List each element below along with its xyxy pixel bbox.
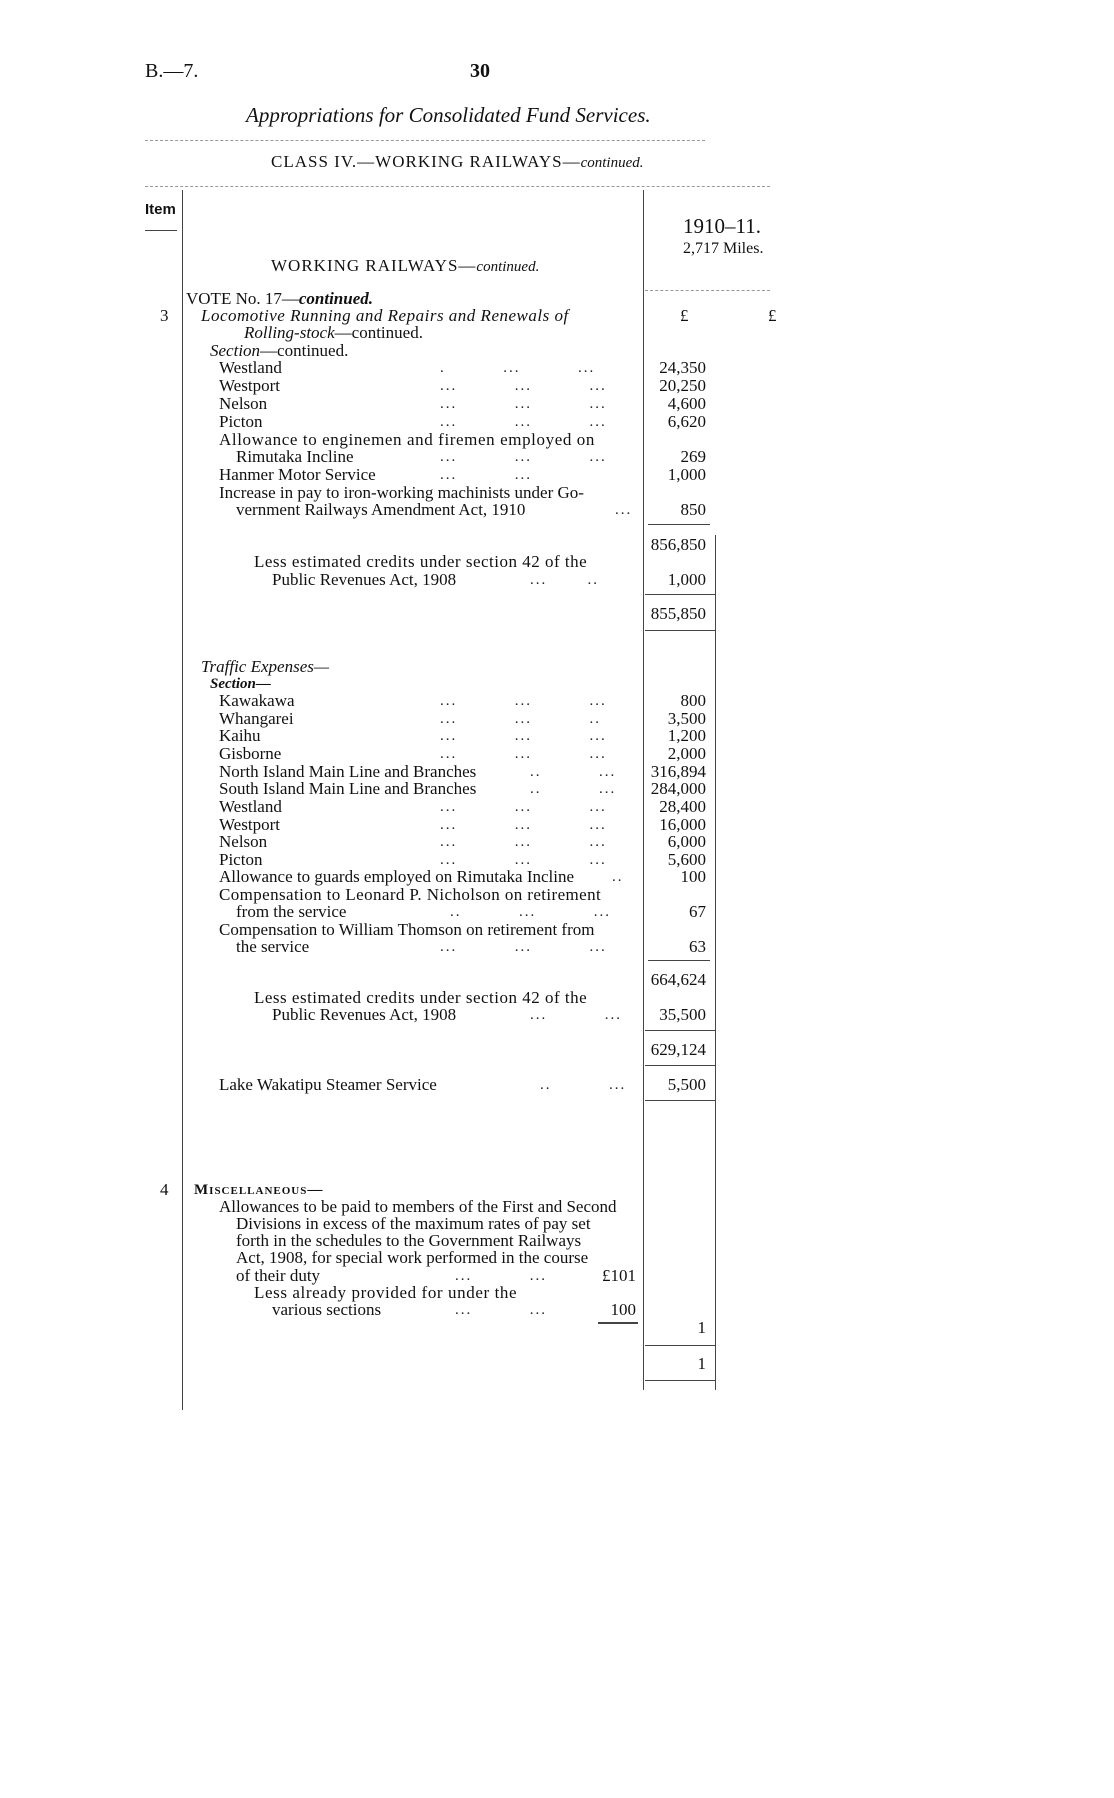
misc-text-3: forth in the schedules to the Government Railways [236, 1231, 582, 1250]
loco-heading-2 [244, 323, 423, 343]
leader-dots: ... ... ... [440, 834, 607, 850]
misc-text-2: Divisions in excess of the maximum rates of pay set [236, 1214, 591, 1233]
year-header-rule [645, 290, 770, 291]
traffic-row-amount: 800 [680, 691, 706, 710]
net-rule [645, 594, 715, 595]
nicholson-amount: 67 [689, 902, 706, 921]
misc-total: 1 [697, 1354, 706, 1373]
wakatipu-steamer-service: Lake Wakatipu Steamer Service [219, 1075, 437, 1094]
vote-line-cont: continued. [298, 289, 374, 308]
loco-heading-2-cont: —continued. [334, 323, 423, 342]
item-header-rule [145, 230, 177, 231]
item-number-4: 4 [160, 1180, 169, 1199]
section-end-rule [645, 1100, 715, 1101]
header-rule [145, 186, 770, 187]
class-line [271, 152, 643, 172]
wakatipu-amount: 5,500 [667, 1075, 706, 1094]
misc-heading: Miscellaneous— [194, 1182, 324, 1198]
guards-allowance: Allowance to guards employed on Rimutaka Incline [219, 867, 575, 886]
net-rule [645, 630, 715, 631]
loco-section-label-cont: —continued. [260, 341, 349, 360]
traffic-row-label: North Island Main Line and Branches [219, 762, 477, 781]
item-number-3: 3 [160, 306, 169, 325]
loco-section-label-main: Section [210, 341, 261, 360]
leader-dots: .. ... [540, 1077, 627, 1093]
traffic-less-credits-1: Less estimated credits under section 42 of the [254, 988, 588, 1007]
loco-row-amount: 6,620 [667, 412, 706, 431]
misc-rule [598, 1322, 638, 1324]
leader-dots: ... ... ... [440, 693, 607, 709]
leader-dots: ... ... ... [440, 799, 607, 815]
net-rule [645, 1065, 715, 1066]
misc-less-2: various sections [272, 1300, 382, 1319]
section-heading [271, 256, 539, 276]
leader-dots: ... ... ... [440, 746, 607, 762]
leader-dots: .. ... [530, 764, 617, 780]
thomson-compensation-1: Compensation to William Thomson on retirement from [219, 920, 595, 939]
loco-less-credits-2: Public Revenues Act, 1908 [272, 570, 457, 589]
section-heading-cont: continued. [476, 259, 540, 275]
traffic-row-label: Gisborne [219, 744, 282, 763]
traffic-row-amount: 1,200 [667, 726, 706, 745]
currency-total-col: £ [768, 306, 777, 325]
loco-net-total: 855,850 [650, 604, 706, 623]
traffic-row-label: Westland [219, 797, 282, 816]
loco-row-label: Westland [219, 358, 282, 377]
leader-dots: ... ... [440, 467, 532, 483]
currency-amount-col: £ [680, 306, 689, 325]
nicholson-compensation-1: Compensation to Leonard P. Nicholson on retirement [219, 885, 602, 904]
traffic-row-label: Whangarei [219, 709, 294, 728]
leader-dots: . ... ... [440, 360, 596, 376]
leader-dots: .. ... [530, 781, 617, 797]
nicholson-compensation-2: from the service [236, 902, 347, 921]
increase-pay-amount: 850 [680, 500, 706, 519]
item-column-header: Item [145, 201, 176, 218]
hanmer-motor-service: Hanmer Motor Service [219, 465, 376, 484]
increase-pay-2: vernment Railways Amendment Act, 1910 [236, 500, 526, 519]
hanmer-amount: 1,000 [667, 465, 706, 484]
class-line-main: CLASS IV.—WORKING RAILWAYS— [271, 152, 581, 171]
traffic-less-amount: 35,500 [659, 1005, 706, 1024]
misc-less-1: Less already provided for under the [254, 1283, 518, 1302]
leader-dots: ... ... ... [440, 449, 607, 465]
allowance-enginemen-1: Allowance to enginemen and firemen employed on [219, 430, 595, 449]
leader-dots: ... ... ... [440, 817, 607, 833]
traffic-row-amount: 6,000 [667, 832, 706, 851]
subtotal-rule [648, 524, 710, 525]
loco-heading-2-main: Rolling-stock [244, 323, 335, 342]
traffic-row-amount: 3,500 [667, 709, 706, 728]
traffic-section-label: Section— [210, 676, 271, 692]
traffic-less-credits-2: Public Revenues Act, 1908 [272, 1005, 457, 1024]
traffic-heading: Traffic Expenses— [201, 657, 329, 676]
loco-row-label: Westport [219, 376, 280, 395]
traffic-row-label: Picton [219, 850, 263, 869]
loco-row-label: Nelson [219, 394, 268, 413]
misc-amount-1: £101 [602, 1266, 636, 1285]
net-rule [645, 1030, 715, 1031]
total-rule [645, 1380, 715, 1381]
leader-dots: ... .. [530, 572, 599, 588]
traffic-row-amount: 28,400 [659, 797, 706, 816]
total-column-rule [715, 535, 716, 1390]
loco-less-credits-1: Less estimated credits under section 42 of the [254, 552, 588, 571]
traffic-row-label: Kaihu [219, 726, 261, 745]
leader-dots: ... ... ... [440, 396, 607, 412]
page-number: 30 [470, 60, 490, 82]
traffic-row-label: Kawakawa [219, 691, 295, 710]
misc-net: 1 [697, 1318, 706, 1337]
traffic-row-amount: 5,600 [667, 850, 706, 869]
title-rule [145, 140, 705, 141]
guards-allowance-amount: 100 [680, 867, 706, 886]
misc-text-5: of their duty [236, 1266, 321, 1285]
traffic-row-label: South Island Main Line and Branches [219, 779, 477, 798]
loco-row-amount: 20,250 [659, 376, 706, 395]
page-title: Appropriations for Consolidated Fund Services. [246, 103, 651, 127]
traffic-row-amount: 316,894 [650, 762, 706, 781]
loco-row-amount: 24,350 [659, 358, 706, 377]
loco-less-amount: 1,000 [667, 570, 706, 589]
traffic-row-amount: 284,000 [650, 779, 706, 798]
traffic-row-label: Nelson [219, 832, 268, 851]
misc-text-1: Allowances to be paid to members of the First and Second [219, 1197, 617, 1216]
loco-subtotal: 856,850 [650, 535, 706, 554]
section-heading-main: WORKING RAILWAYS— [271, 256, 477, 275]
traffic-net-total: 629,124 [650, 1040, 706, 1059]
leader-dots: ... ... [530, 1007, 622, 1023]
traffic-row-label: Westport [219, 815, 280, 834]
total-rule [645, 1345, 715, 1346]
increase-pay-1: Increase in pay to iron-working machinists under Go- [219, 483, 584, 502]
leader-dots: ... ... [455, 1302, 547, 1318]
leader-dots: ... ... .. [440, 711, 601, 727]
leader-dots: ... ... ... [440, 939, 607, 955]
subtotal-rule [648, 960, 710, 961]
year-header: 1910–11. [683, 214, 761, 238]
traffic-row-amount: 2,000 [667, 744, 706, 763]
misc-text-4: Act, 1908, for special work performed in the course [236, 1248, 589, 1267]
loco-row-label: Picton [219, 412, 263, 431]
leader-dots: .. [612, 869, 624, 885]
page-reference: B.—7. [145, 60, 199, 82]
traffic-row-amount: 16,000 [659, 815, 706, 834]
class-line-cont: continued. [580, 155, 644, 171]
miles-header: 2,717 Miles. [683, 240, 764, 257]
vote-line-main: VOTE No. 17— [186, 289, 299, 308]
leader-dots: ... ... ... [440, 852, 607, 868]
misc-less-amount: 100 [610, 1300, 636, 1319]
leader-dots: .. ... ... [450, 904, 611, 920]
leader-dots: ... ... [455, 1268, 547, 1284]
leader-dots: ... ... ... [440, 378, 607, 394]
loco-row-amount: 4,600 [667, 394, 706, 413]
leader-dots: ... ... ... [440, 728, 607, 744]
item-column-rule [182, 190, 183, 1410]
leader-dots: ... ... ... [440, 414, 607, 430]
allowance-enginemen-amount: 269 [680, 447, 706, 466]
allowance-enginemen-2: Rimutaka Incline [236, 447, 354, 466]
thomson-amount: 63 [689, 937, 706, 956]
thomson-compensation-2: the service [236, 937, 310, 956]
loco-heading-1: Locomotive Running and Repairs and Renewals of [201, 306, 569, 325]
traffic-subtotal: 664,624 [650, 970, 706, 989]
leader-dots: ... [615, 502, 633, 518]
